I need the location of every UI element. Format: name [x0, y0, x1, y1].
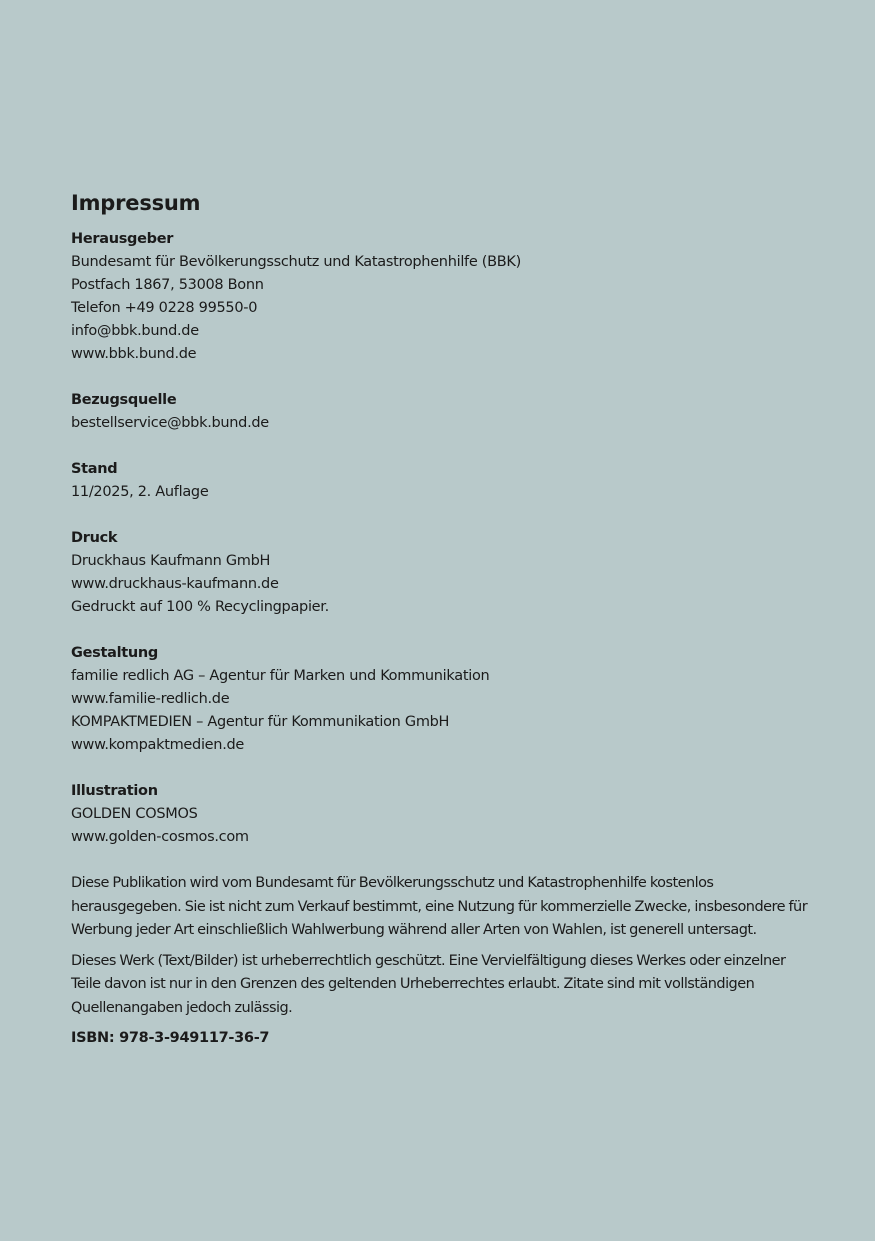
illustrator-name: GOLDEN COSMOS — [71, 806, 198, 822]
printer-website-link[interactable]: www.druckhaus-kaufmann.de — [71, 576, 279, 592]
publisher-website-link[interactable]: www.bbk.bund.de — [71, 346, 197, 362]
section-bezugsquelle — [71, 389, 811, 435]
design-agency-2-link[interactable]: www.kompaktmedien.de — [71, 737, 245, 753]
section-gestaltung — [71, 642, 811, 757]
section-heading: Druck — [71, 530, 118, 546]
publisher-phone: Telefon +49 0228 99550-0 — [71, 300, 258, 316]
design-agency-1: familie redlich AG – Agentur für Marken und Kommunikation — [71, 668, 490, 684]
section-heading: Illustration — [71, 783, 158, 799]
isbn: ISBN: 978-3-949117-36-7 — [71, 1030, 270, 1046]
edition-date: 11/2025, 2. Auflage — [71, 484, 209, 500]
section-illustration — [71, 780, 811, 849]
publisher-name: Bundesamt für Bevölkerungsschutz und Katastrophenhilfe (BBK) — [71, 254, 522, 270]
printer-name: Druckhaus Kaufmann GmbH — [71, 553, 271, 569]
section-heading: Herausgeber — [71, 231, 174, 247]
copyright-notice: Dieses Werk (Text/Bilder) ist urheberrechtlich geschützt. Eine Vervielfältigung dieses Werkes oder einzelner Teile davon ist nur in den Grenzen des geltenden Urheberrechtes erlaubt. Zitate sind mit vollständigen Quellenangaben jedoch zulässig. — [71, 952, 786, 1016]
design-agency-1-link[interactable]: www.familie-redlich.de — [71, 691, 230, 707]
section-herausgeber — [71, 228, 811, 366]
publisher-address: Postfach 1867, 53008 Bonn — [71, 277, 264, 293]
section-druck — [71, 527, 811, 619]
impressum-page — [71, 190, 811, 1050]
section-heading: Stand — [71, 461, 118, 477]
paper-note: Gedruckt auf 100 % Recyclingpapier. — [71, 599, 329, 615]
design-agency-2: KOMPAKTMEDIEN – Agentur für Kommunikation GmbH — [71, 714, 450, 730]
section-heading: Gestaltung — [71, 645, 159, 661]
distribution-notice: Diese Publikation wird vom Bundesamt für Bevölkerungsschutz und Katastrophenhilfe kostenlos herausgegeben. Sie ist nicht zum Verkauf bestimmt, eine Nutzung für kommerzielle Zwecke, insbesondere für Werbung jeder Art einschließlich Wahlwerbung während aller Arten von Wahlen, ist generell untersagt. — [71, 875, 808, 938]
order-email-link[interactable]: bestellservice@bbk.bund.de — [71, 415, 269, 431]
publisher-email-link[interactable]: info@bbk.bund.de — [71, 323, 199, 339]
section-heading: Bezugsquelle — [71, 392, 177, 408]
illustrator-website-link[interactable]: www.golden-cosmos.com — [71, 829, 249, 845]
section-stand — [71, 458, 811, 504]
page-title: Impressum — [71, 191, 201, 215]
